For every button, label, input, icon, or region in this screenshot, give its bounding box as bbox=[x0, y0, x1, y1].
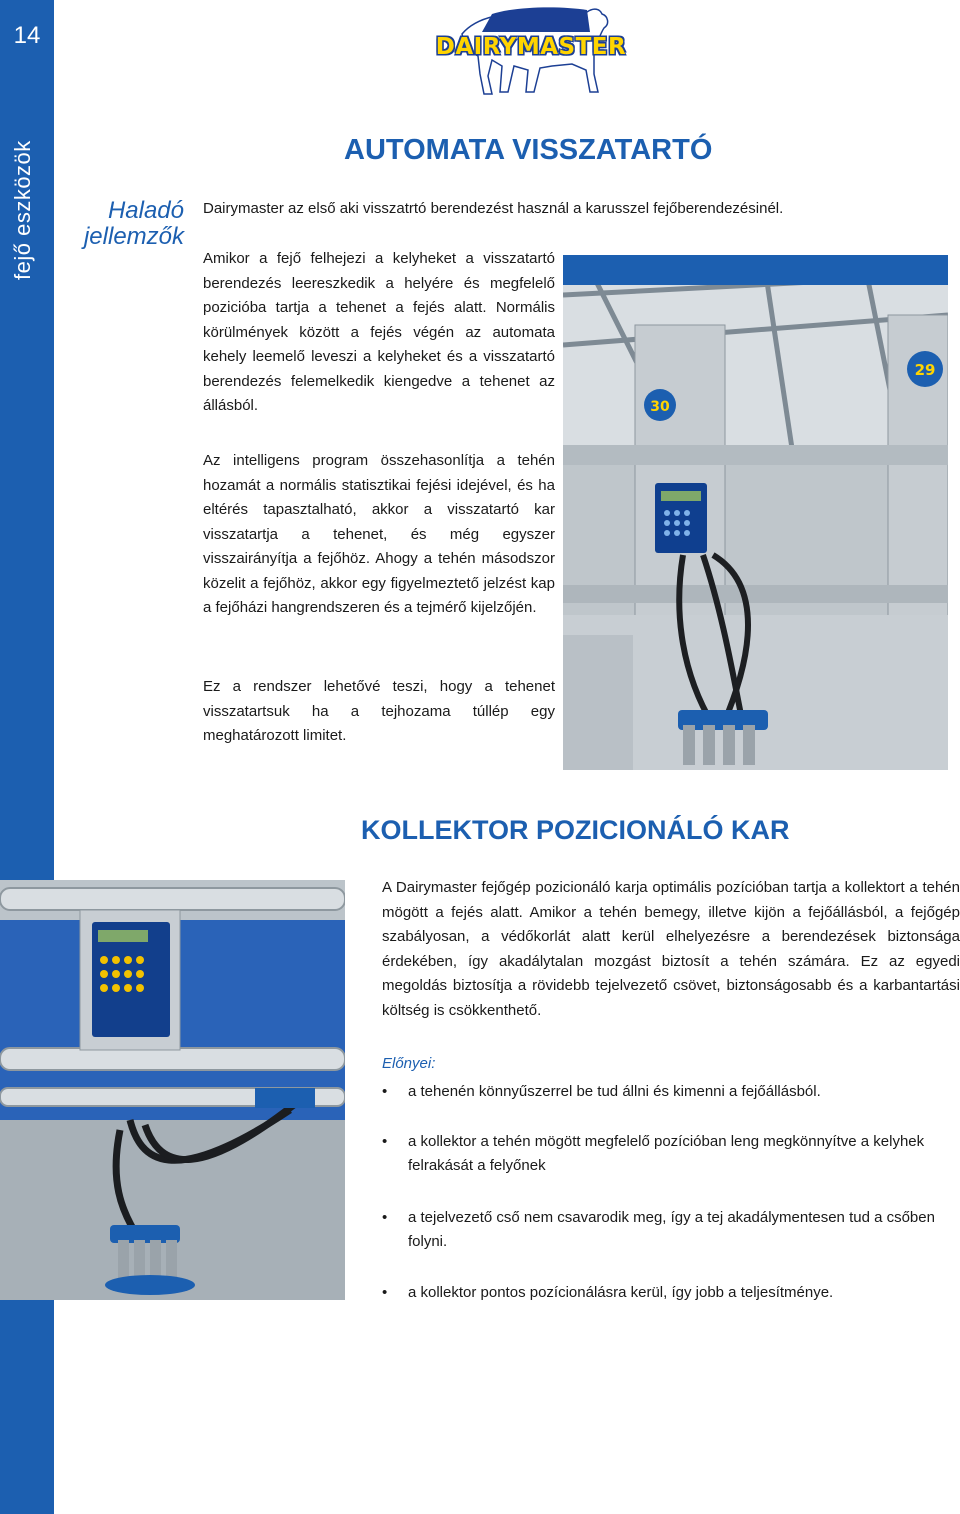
bullet-icon: • bbox=[382, 1083, 388, 1100]
list-item bbox=[382, 1130, 942, 1179]
bullet-icon: • bbox=[382, 1208, 388, 1226]
bullet-icon: • bbox=[382, 1132, 388, 1150]
paragraph-1: Amikor a fejő felhejezi a kelyheket a visszatartó berendezés leereszkedik a helyére és megfelelő pozicióba tartja a tehenet a fejés alatt. Normális körülmények között a fejés végén az automata kehely leemelő leveszi a kelyheket és a visszatartó berendezés felemelkedik kiengedve a tehenet az állásból. bbox=[203, 250, 555, 414]
list-item bbox=[382, 1206, 942, 1255]
side-heading-line-1: Haladó bbox=[107, 197, 184, 224]
logo-wordmark: DAIRYMASTER bbox=[435, 34, 627, 60]
bullet-icon: • bbox=[382, 1283, 388, 1301]
advantages-list bbox=[382, 1080, 942, 1305]
section-title-automata: AUTOMATA VISSZATARTÓ bbox=[344, 134, 713, 166]
dairymaster-logo bbox=[422, 4, 640, 100]
stall-number-29: 29 bbox=[914, 361, 936, 379]
side-heading bbox=[68, 198, 184, 250]
intro-paragraph: Dairymaster az első aki visszatrtó berendezést használ a karusszel fejőberendezésinél. bbox=[203, 200, 784, 217]
stall-number-30: 30 bbox=[650, 399, 670, 415]
list-item-text: a tehenén könnyűszerrel be tud állni és kimenni a fejőállásból. bbox=[408, 1083, 821, 1100]
list-item-text: a tejelvezető cső nem csavarodik meg, így a tej akadálymentesen tud a csőben folyni. bbox=[408, 1208, 935, 1250]
side-section-label: fejő eszközök bbox=[10, 140, 35, 280]
paragraph-3: Ez a rendszer lehetővé teszi, hogy a tehenet visszatartsuk ha a tejhozama túllép egy meghatározott limitet. bbox=[203, 678, 555, 744]
list-item bbox=[382, 1080, 942, 1105]
milking-stall-photo bbox=[563, 255, 948, 770]
list-item bbox=[382, 1281, 942, 1306]
list-item-text: a kollektor pontos pozícionálásra kerül, így jobb a teljesítménye. bbox=[408, 1283, 834, 1301]
list-item-text: a kollektor a tehén mögött megfelelő pozícióban leng megkönnyítve a kelyhek felrakását a felyőnek bbox=[408, 1132, 925, 1174]
advantages-label: Előnyei: bbox=[382, 1055, 436, 1072]
collector-arm-photo bbox=[0, 880, 345, 1300]
page-number: 14 bbox=[13, 22, 41, 49]
section-title-kollektor: KOLLEKTOR POZICIONÁLÓ KAR bbox=[361, 815, 790, 845]
paragraph-2: Az intelligens program összehasonlítja a tehén hozamát a normális statisztikai fejési idejével, és ha eltérés tapasztalható, akkor a visszatartó kar visszatartja a tehenet, és még egyszer visszairányítja a fejőhöz. Ahogy a tehén másodszor közelit a fejőhöz, akkor egy figyelmeztető jelzést kap a fejőházi hangrendszeren és a tejmérő kijelzőjén. bbox=[203, 452, 555, 616]
side-heading-line-2: jellemzők bbox=[83, 223, 184, 250]
kollektor-paragraph: A Dairymaster fejőgép pozicionáló karja optimális pozícióban tartja a kollektort a tehén mögött a fejés alatt. Amikor a tehén bemegy, illetve kijön a fejőállásból, a fejőgép szabályosan, a védőkorlát alatt kerül elhelyezésre a berendezések biztonsága érdekében, így akadálytalan mozgást biztosít a tehén számára. Ez az egyedi megoldás biztosítja a rövidebb tejelvezető csövet, biztonságosabb és a karbantartási költség is csökkenthető. bbox=[382, 879, 960, 1019]
